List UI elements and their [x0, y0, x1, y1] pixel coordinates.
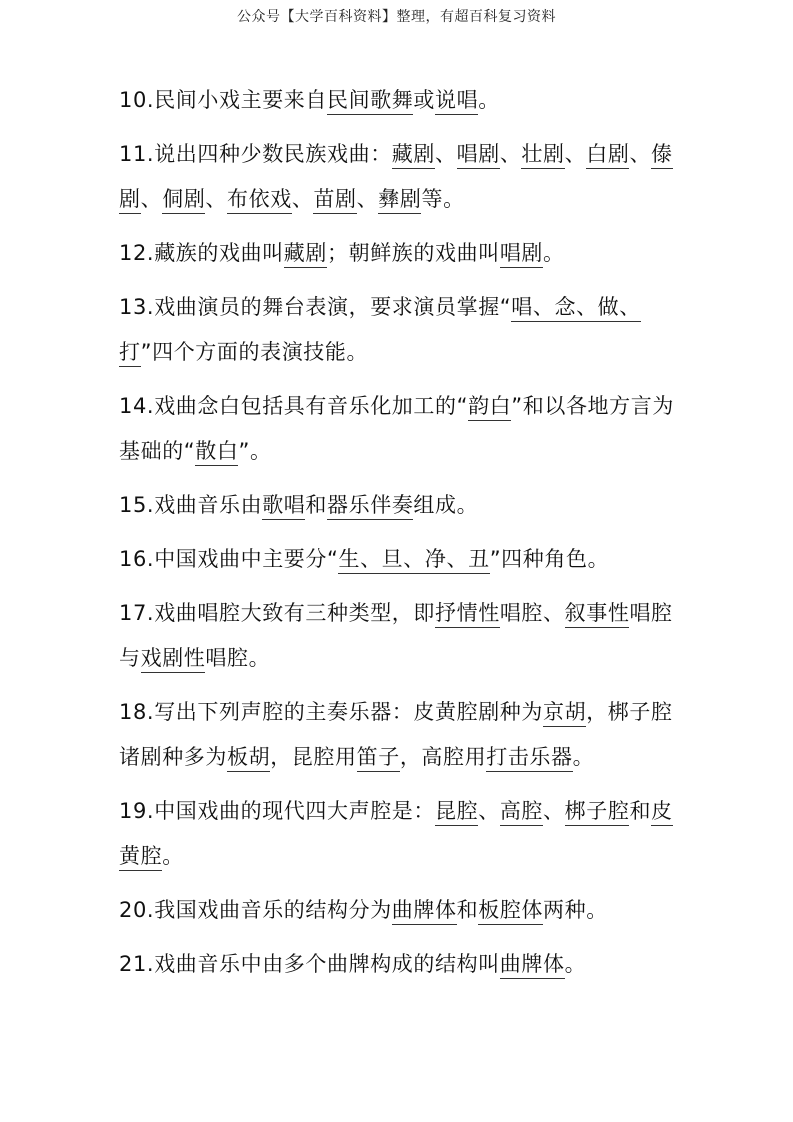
answer-blank: 歌唱 — [262, 493, 305, 520]
question-text: 唱腔。 — [205, 646, 271, 670]
answer-blank: 藏剧 — [392, 142, 435, 169]
answer-blank: 说唱 — [435, 88, 478, 115]
question-text: 17.戏曲唱腔大致有三种类型，即 — [119, 601, 435, 625]
question-text: 。 — [478, 88, 500, 112]
question-text: 和 — [629, 799, 652, 823]
question-item — [119, 942, 679, 987]
answer-blank: 韵白 — [468, 394, 511, 421]
question-item — [119, 888, 679, 933]
question-text: 、 — [205, 187, 228, 211]
answer-blank: 白剧 — [586, 142, 629, 169]
answer-blank: 曲牌体 — [392, 898, 457, 925]
answer-blank: 板腔体 — [478, 898, 543, 925]
question-text: 、 — [356, 187, 379, 211]
question-text: 11.说出四种少数民族戏曲： — [119, 142, 392, 166]
question-text: ”四个方面的表演技能。 — [140, 340, 369, 364]
question-text: ；朝鲜族的戏曲叫 — [327, 241, 500, 265]
page-header: 公众号【大学百科资料】整理，有超百科复习资料 — [237, 9, 556, 25]
answer-blank: 彝剧 — [378, 187, 421, 214]
question-text: ”四种角色。 — [489, 547, 610, 571]
question-item — [119, 591, 679, 681]
question-text: 、 — [629, 142, 652, 166]
question-text: ，高腔用 — [399, 745, 487, 769]
question-item — [119, 537, 679, 582]
question-text: 和 — [456, 898, 479, 922]
question-text: 10.民间小戏主要来自 — [119, 88, 327, 112]
answer-blank: 抒情性 — [435, 601, 500, 628]
answer-blank: 曲牌体 — [500, 952, 565, 979]
question-text: 16.中国戏曲中主要分“ — [119, 547, 339, 571]
answer-blank: 藏剧 — [284, 241, 327, 268]
question-text: 、 — [499, 142, 522, 166]
question-text: ，梆子腔诸剧种多为 — [119, 700, 673, 769]
answer-blank: 唱剧 — [457, 142, 500, 169]
question-text: 21.戏曲音乐中由多个曲牌构成的结构叫 — [119, 952, 500, 976]
answer-blank: 散白 — [195, 439, 238, 466]
question-text: 和 — [305, 493, 328, 517]
answer-blank: 板胡 — [227, 745, 270, 772]
answer-blank: 壮剧 — [521, 142, 564, 169]
question-text: 12.藏族的戏曲叫 — [119, 241, 284, 265]
question-item — [119, 483, 679, 528]
question-text: 两种。 — [543, 898, 608, 922]
question-item — [119, 231, 679, 276]
answer-blank: 布依戏 — [227, 187, 292, 214]
question-text: 或 — [413, 88, 436, 112]
answer-blank: 唱剧 — [500, 241, 543, 268]
answer-blank: 高腔 — [500, 799, 543, 826]
question-text: 19.中国戏曲的现代四大声腔是： — [119, 799, 435, 823]
question-text: 15.戏曲音乐由 — [119, 493, 263, 517]
answer-blank: 叙事性 — [565, 601, 630, 628]
answer-blank: 器乐伴奏 — [327, 493, 413, 520]
answer-blank: 傣剧 — [119, 142, 673, 214]
question-text: 13.戏曲演员的舞台表演，要求演员掌握“ — [119, 295, 512, 319]
answer-blank: 昆腔 — [435, 799, 478, 826]
answer-blank: 生、旦、净、丑 — [338, 547, 489, 574]
answer-blank: 梆子腔 — [565, 799, 630, 826]
question-text: 组成。 — [413, 493, 479, 517]
question-item — [119, 789, 679, 879]
question-item — [119, 132, 679, 222]
question-text: 。 — [543, 241, 565, 265]
question-text: 。 — [564, 952, 587, 976]
answer-blank: 侗剧 — [162, 187, 205, 214]
question-text: 14.戏曲念白包括具有音乐化加工的“ — [119, 394, 469, 418]
question-list — [119, 78, 679, 996]
question-text: 、 — [564, 142, 587, 166]
question-text: 唱腔、 — [499, 601, 565, 625]
question-item — [119, 384, 679, 474]
question-item — [119, 690, 679, 780]
question-item — [119, 285, 679, 375]
answer-blank: 唱、念、做、打 — [119, 295, 641, 367]
question-text: 20.我国戏曲音乐的结构分为 — [119, 898, 392, 922]
answer-blank: 笛子 — [357, 745, 400, 772]
question-text: 、 — [435, 142, 457, 166]
question-text: 。 — [572, 745, 595, 769]
answer-blank: 皮黄腔 — [119, 799, 673, 871]
question-text: 、 — [543, 799, 565, 823]
question-text: 、 — [140, 187, 163, 211]
question-item — [119, 78, 679, 123]
question-text: 、 — [478, 799, 500, 823]
question-text: ”和以各地方言为基础的“ — [119, 394, 674, 463]
question-text: 。 — [162, 844, 184, 868]
question-text: 、 — [291, 187, 314, 211]
question-text: 18.写出下列声腔的主奏乐器：皮黄腔剧种为 — [119, 700, 543, 724]
answer-blank: 打击乐器 — [486, 745, 572, 772]
question-text: 唱腔与 — [119, 601, 673, 670]
answer-blank: 苗剧 — [313, 187, 356, 214]
question-text: ，昆腔用 — [270, 745, 357, 769]
answer-blank: 京胡 — [543, 700, 586, 727]
question-text: ”。 — [238, 439, 272, 463]
answer-blank: 民间歌舞 — [327, 88, 413, 115]
answer-blank: 戏剧性 — [141, 646, 206, 673]
question-text: 等。 — [421, 187, 465, 211]
